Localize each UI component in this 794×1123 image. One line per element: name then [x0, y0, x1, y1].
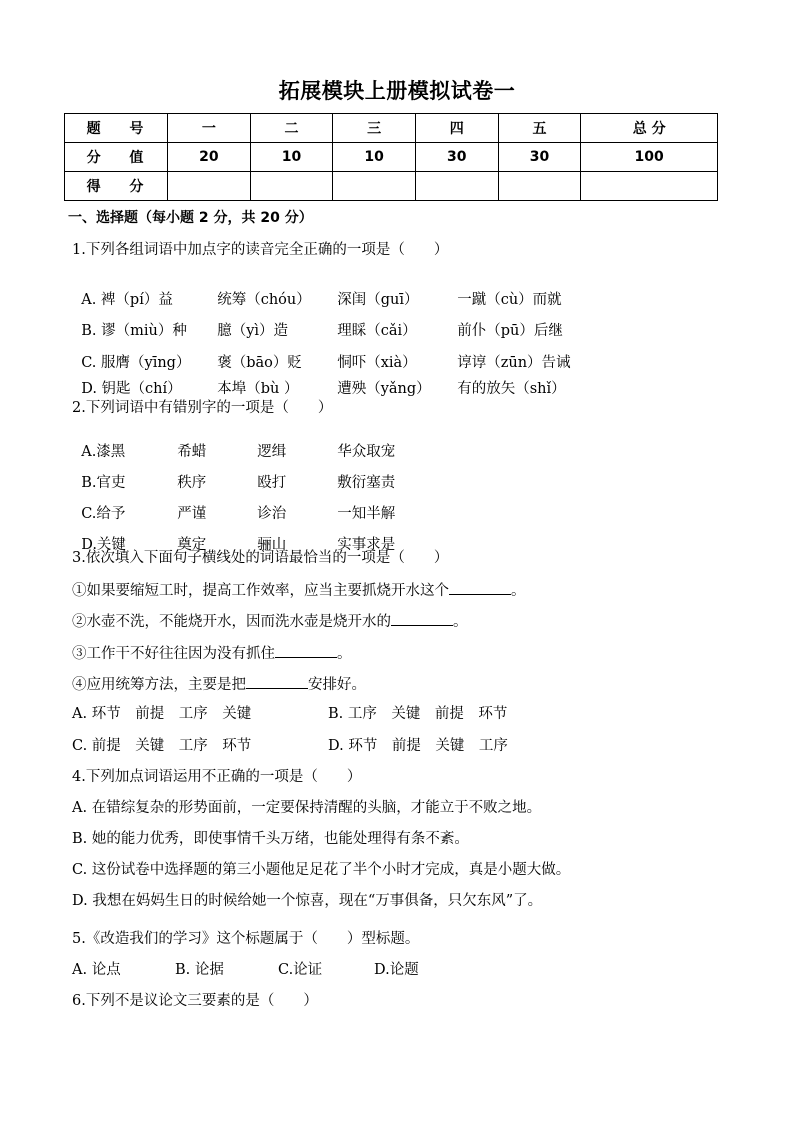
- score-cell: 一: [168, 114, 251, 143]
- option: B. 谬（miù）种: [81, 323, 187, 339]
- score-cell: 题 号: [65, 114, 168, 143]
- option: A. 论点: [72, 962, 121, 978]
- option-row: [72, 961, 419, 979]
- sentence-text: 安排好。: [308, 677, 366, 693]
- fill-blank[interactable]: [391, 611, 453, 626]
- sentence-text: ②水壶不洗，不能烧开水，因而洗水壶是烧开水的: [72, 614, 391, 630]
- sentence-text: 。: [337, 646, 352, 662]
- fill-blank[interactable]: [246, 674, 308, 689]
- score-input-cell[interactable]: [498, 172, 581, 201]
- option: 臆（yì）造: [217, 323, 289, 339]
- option: 希蜡: [177, 444, 207, 460]
- option: A. 在错综复杂的形势面前，一定要保持清醒的头脑，才能立于不败之地。: [72, 800, 542, 816]
- option: B. 论据: [175, 962, 224, 978]
- sentence-text: 。: [511, 583, 526, 599]
- question-stem: 1.下列各组词语中加点字的读音完全正确的一项是（ ）: [72, 242, 449, 258]
- option: C.给予: [81, 506, 126, 522]
- score-table: [64, 113, 718, 201]
- score-cell: 分 值: [65, 143, 168, 172]
- option: C. 服膺（yīng）: [81, 355, 191, 371]
- sentence: [72, 643, 352, 663]
- option: A.漆黑: [81, 444, 126, 460]
- score-cell: 三: [333, 114, 416, 143]
- score-cell: 10: [250, 143, 333, 172]
- option-row: [72, 705, 507, 723]
- sentence-text: ④应用统筹方法，主要是把: [72, 677, 246, 693]
- option: C. 这份试卷中选择题的第三小题他足足花了半个小时才完成，真是小题大做。: [72, 862, 571, 878]
- score-input-cell[interactable]: [333, 172, 416, 201]
- option: 诊治: [257, 506, 287, 522]
- option: 一蹴（cù）而就: [457, 292, 562, 308]
- option: 有的放矢（shǐ）: [457, 381, 566, 397]
- option: 秩序: [177, 475, 207, 491]
- option: D. 钥匙（chí）: [81, 381, 182, 397]
- option: 深闺（guī）: [337, 292, 419, 308]
- option: D.关键: [81, 537, 126, 553]
- score-input-cell[interactable]: [581, 172, 718, 201]
- option-row: [72, 362, 566, 398]
- sentence-text: ③工作干不好往往因为没有抓住: [72, 646, 275, 662]
- score-cell: 二: [250, 114, 333, 143]
- sentence-text: ①如果要缩短工时，提高工作效率，应当主要抓烧开水这个: [72, 583, 449, 599]
- score-cell: 五: [498, 114, 581, 143]
- exam-title: 拓展模块上册模拟试卷一: [278, 79, 516, 103]
- option: A. 环节 前提 工序 关键: [72, 706, 252, 722]
- sentence: [72, 611, 468, 631]
- option: 遭殃（yǎng）: [337, 381, 431, 397]
- option-row: [72, 737, 508, 755]
- option: 殴打: [257, 475, 287, 491]
- score-table-header-row: [65, 114, 718, 143]
- option: 统筹（chóu）: [217, 292, 311, 308]
- option: 实事求是: [337, 537, 396, 553]
- option: 本埠（bù ）: [217, 381, 299, 397]
- fill-blank[interactable]: [449, 580, 511, 595]
- option: 奠定: [177, 537, 207, 553]
- option: 恫吓（xià）: [337, 355, 417, 371]
- score-input-cell[interactable]: [168, 172, 251, 201]
- option: C. 前提 关键 工序 环节: [72, 738, 252, 754]
- section-heading: 一、选择题（每小题 2 分，共 20 分）: [68, 210, 313, 226]
- option: B. 她的能力优秀，即使事情千头万绪，也能处理得有条不紊。: [72, 831, 469, 847]
- sentence-text: 。: [453, 614, 468, 630]
- option-row: [72, 304, 563, 340]
- option: 骊山: [257, 537, 287, 553]
- score-cell: 30: [415, 143, 498, 172]
- question-stem: 2.下列词语中有错别字的一项是（ ）: [72, 400, 333, 416]
- score-input-cell[interactable]: [250, 172, 333, 201]
- option: 理睬（cǎi）: [337, 323, 417, 339]
- score-table-earned-row: [65, 172, 718, 201]
- option: 前仆（pū）后继: [457, 323, 563, 339]
- score-table-points-row: [65, 143, 718, 172]
- question-stem: 5.《改造我们的学习》这个标题属于（ ）型标题。: [72, 931, 420, 947]
- question-stem: 6.下列不是议论文三要素的是（ ）: [72, 993, 318, 1009]
- score-cell: 得 分: [65, 172, 168, 201]
- score-cell: 100: [581, 143, 718, 172]
- option: 一知半解: [337, 506, 396, 522]
- score-cell: 10: [333, 143, 416, 172]
- option: D. 环节 前提 关键 工序: [328, 738, 508, 754]
- option: A. 裨（pí）益: [81, 292, 173, 308]
- question-stem: 4.下列加点词语运用不正确的一项是（ ）: [72, 769, 362, 785]
- sentence: [72, 580, 526, 600]
- option: C.论证: [278, 962, 323, 978]
- score-input-cell[interactable]: [415, 172, 498, 201]
- option: 严谨: [177, 506, 207, 522]
- score-cell: 20: [168, 143, 251, 172]
- option: 敷衍塞责: [337, 475, 396, 491]
- option: B.官吏: [81, 475, 126, 491]
- score-cell: 总 分: [581, 114, 718, 143]
- option: 谆谆（zūn）告诫: [457, 355, 571, 371]
- question-stem: 3.依次填入下面句子横线处的词语最恰当的一项是（ ）: [72, 550, 449, 566]
- option: D. 我想在妈妈生日的时候给她一个惊喜，现在“万事俱备，只欠东风”了。: [72, 893, 543, 909]
- option: D.论题: [374, 962, 419, 978]
- fill-blank[interactable]: [275, 643, 337, 658]
- option: 褒（bāo）贬: [217, 355, 302, 371]
- score-cell: 30: [498, 143, 581, 172]
- option: 逻缉: [257, 444, 287, 460]
- option: 华众取宠: [337, 444, 396, 460]
- sentence: [72, 674, 366, 694]
- option: B. 工序 关键 前提 环节: [328, 706, 508, 722]
- score-cell: 四: [415, 114, 498, 143]
